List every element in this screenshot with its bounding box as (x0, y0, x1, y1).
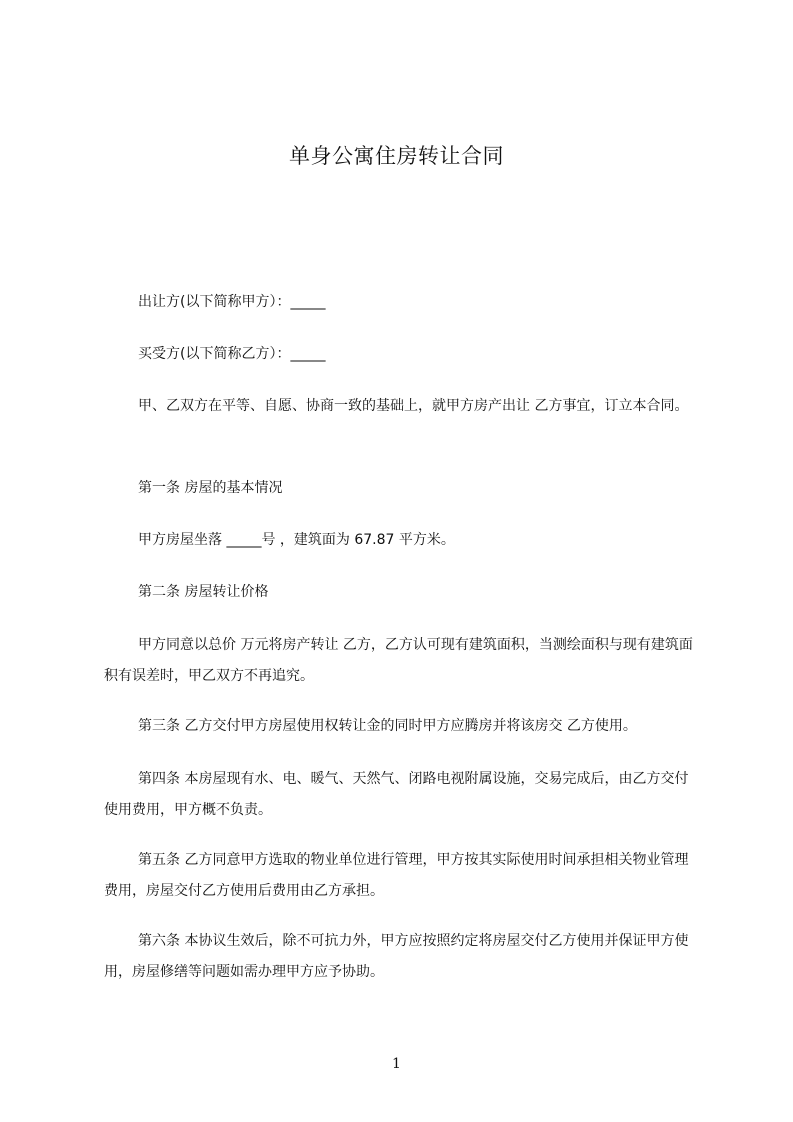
preamble-paragraph: 甲、乙双方在平等、自愿、协商一致的基础上，就甲方房产出让 乙方事宜，订立本合同。 (138, 398, 689, 414)
article-2-content: 甲方同意以总价 万元将房产转让 乙方，乙方认可现有建筑面积，当测绘面积与现有建筑面积有误差时，甲乙双方不再追究。 (104, 637, 693, 684)
article-1-heading: 第一条 房屋的基本情况 (138, 480, 283, 496)
article-1-content: 甲方房屋坐落 _____号 ，建筑面为 67.87 平方米。 (138, 532, 455, 548)
document-title: 单身公寓住房转让合同 (289, 144, 504, 168)
article-4-paragraph: 第四条 本房屋现有水、电、暖气、天然气、闭路电视附属设施，交易完成后，由乙方交付使用费用，甲方概不负责。 (104, 771, 689, 818)
article-6-paragraph: 第六条 本协议生效后，除不可抗力外，甲方应按照约定将房屋交付乙方使用并保证甲方使用，房屋修缮等问题如需办理甲方应予协助。 (104, 933, 689, 980)
party-a-line: 出让方(以下简称甲方）：_____ (138, 294, 326, 310)
article-3-paragraph: 第三条 乙方交付甲方房屋使用权转让金的同时甲方应腾房并将该房交 乙方使用。 (138, 718, 637, 734)
page-number: 1 (392, 1056, 401, 1072)
article-2-heading: 第二条 房屋转让价格 (138, 584, 269, 600)
article-5-paragraph: 第五条 乙方同意甲方选取的物业单位进行管理，甲方按其实际使用时间承担相关物业管理费用，房屋交付乙方使用后费用由乙方承担。 (104, 852, 689, 899)
party-b-line: 买受方(以下简称乙方）：_____ (138, 346, 326, 362)
